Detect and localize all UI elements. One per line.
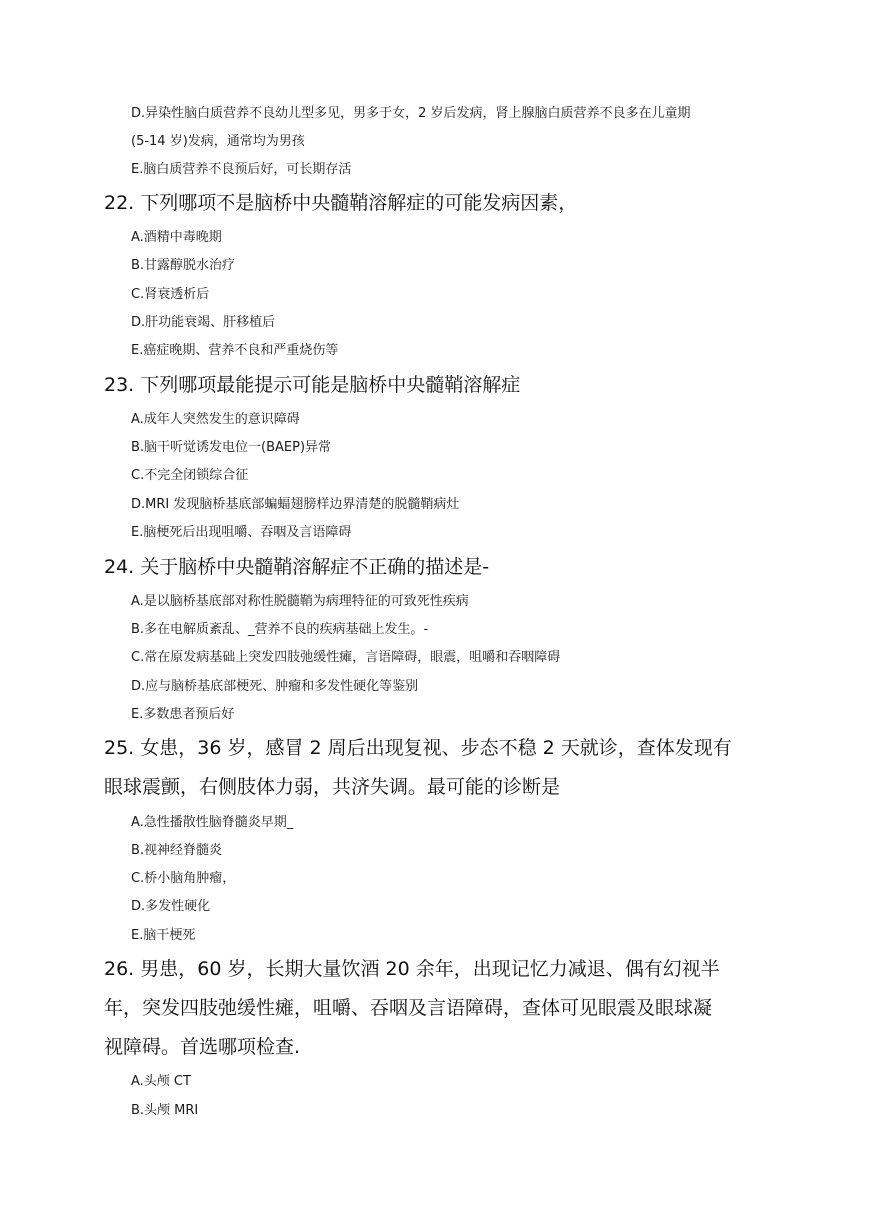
question-23-option-c: C.不完全闭锁综合征: [131, 468, 249, 483]
question-26-option-a: A.头颅 CT: [131, 1074, 191, 1089]
question-26-title-line-2: 年，突发四肢弛缓性瘫，咀嚼、吞咽及言语障碍，查体可见眼震及眼球凝: [104, 997, 713, 1019]
question-25-option-c: C.桥小脑角肿瘤，: [131, 871, 236, 886]
question-24-option-a: A.是以脑桥基底部对称性脱髓鞘为病理特征的可致死性疾病: [131, 594, 469, 609]
question-22-option-e: E.癌症晚期、营养不良和严重烧伤等: [131, 343, 339, 358]
prev-option-d-line-1: D.异染性脑白质营养不良幼儿型多见，男多于女，2 岁后发病，肾上腺脑白质营养不良多在儿童期: [131, 106, 691, 121]
question-22-option-c: C.肾衰透析后: [131, 287, 210, 302]
question-25-option-b: B.视神经脊髓炎: [131, 843, 223, 858]
question-24-option-e: E.多数患者预后好: [131, 707, 235, 722]
question-23-option-a: A.成年人突然发生的意识障碍: [131, 412, 300, 427]
question-22-option-a: A.酒精中毒晚期: [131, 230, 222, 245]
question-25-option-d: D.多发性硬化: [131, 899, 211, 914]
question-24-option-d: D.应与脑桥基底部梗死、肿瘤和多发性硬化等鉴别: [131, 679, 419, 694]
prev-option-e: E.脑白质营养不良预后好，可长期存活: [131, 162, 352, 177]
question-22-option-d: D.肝功能衰竭、肝移植后: [131, 315, 276, 330]
question-25-title-line-1: 25. 女患，36 岁，感冒 2 周后出现复视、步态不稳 2 天就诊，查体发现有: [104, 737, 732, 759]
question-25-option-e: E.脑干梗死: [131, 928, 196, 943]
question-25-title-line-2: 眼球震颤，右侧肢体力弱，共济失调。最可能的诊断是: [104, 776, 561, 798]
question-23-title: 23. 下列哪项最能提示可能是脑桥中央髓鞘溶解症: [104, 374, 521, 396]
question-24-option-c: C.常在原发病基础上突发四肢弛缓性瘫，言语障碍，眼震，咀嚼和吞咽障碍: [131, 650, 561, 665]
question-24-title: 24. 关于脑桥中央髓鞘溶解症不正确的描述是-: [104, 556, 490, 578]
question-22-title: 22. 下列哪项不是脑桥中央髓鞘溶解症的可能发病因素，: [104, 192, 578, 214]
question-26-title-line-3: 视障碍。首选哪项检查.: [104, 1036, 301, 1058]
question-25-option-a: A.急性播散性脑脊髓炎早期_: [131, 815, 294, 830]
question-23-option-d: D.MRI 发现脑桥基底部蝙蝠翅膀样边界清楚的脱髓鞘病灶: [131, 497, 460, 512]
question-22-option-b: B.甘露醇脱水治疗: [131, 258, 236, 273]
question-26-title-line-1: 26. 男患，60 岁，长期大量饮酒 20 余年，出现记忆力减退、偶有幻视半: [104, 958, 720, 980]
question-24-option-b: B.多在电解质紊乱、_营养不良的疾病基础上发生。-: [131, 622, 429, 637]
prev-option-d-line-2: (5-14 岁)发病，通常均为男孩: [131, 134, 305, 149]
question-26-option-b: B.头颅 MRI: [131, 1103, 199, 1118]
question-23-option-b: B.脑干听觉诱发电位一(BAEP)异常: [131, 440, 332, 455]
question-23-option-e: E.脑梗死后出现咀嚼、吞咽及言语障碍: [131, 525, 352, 540]
